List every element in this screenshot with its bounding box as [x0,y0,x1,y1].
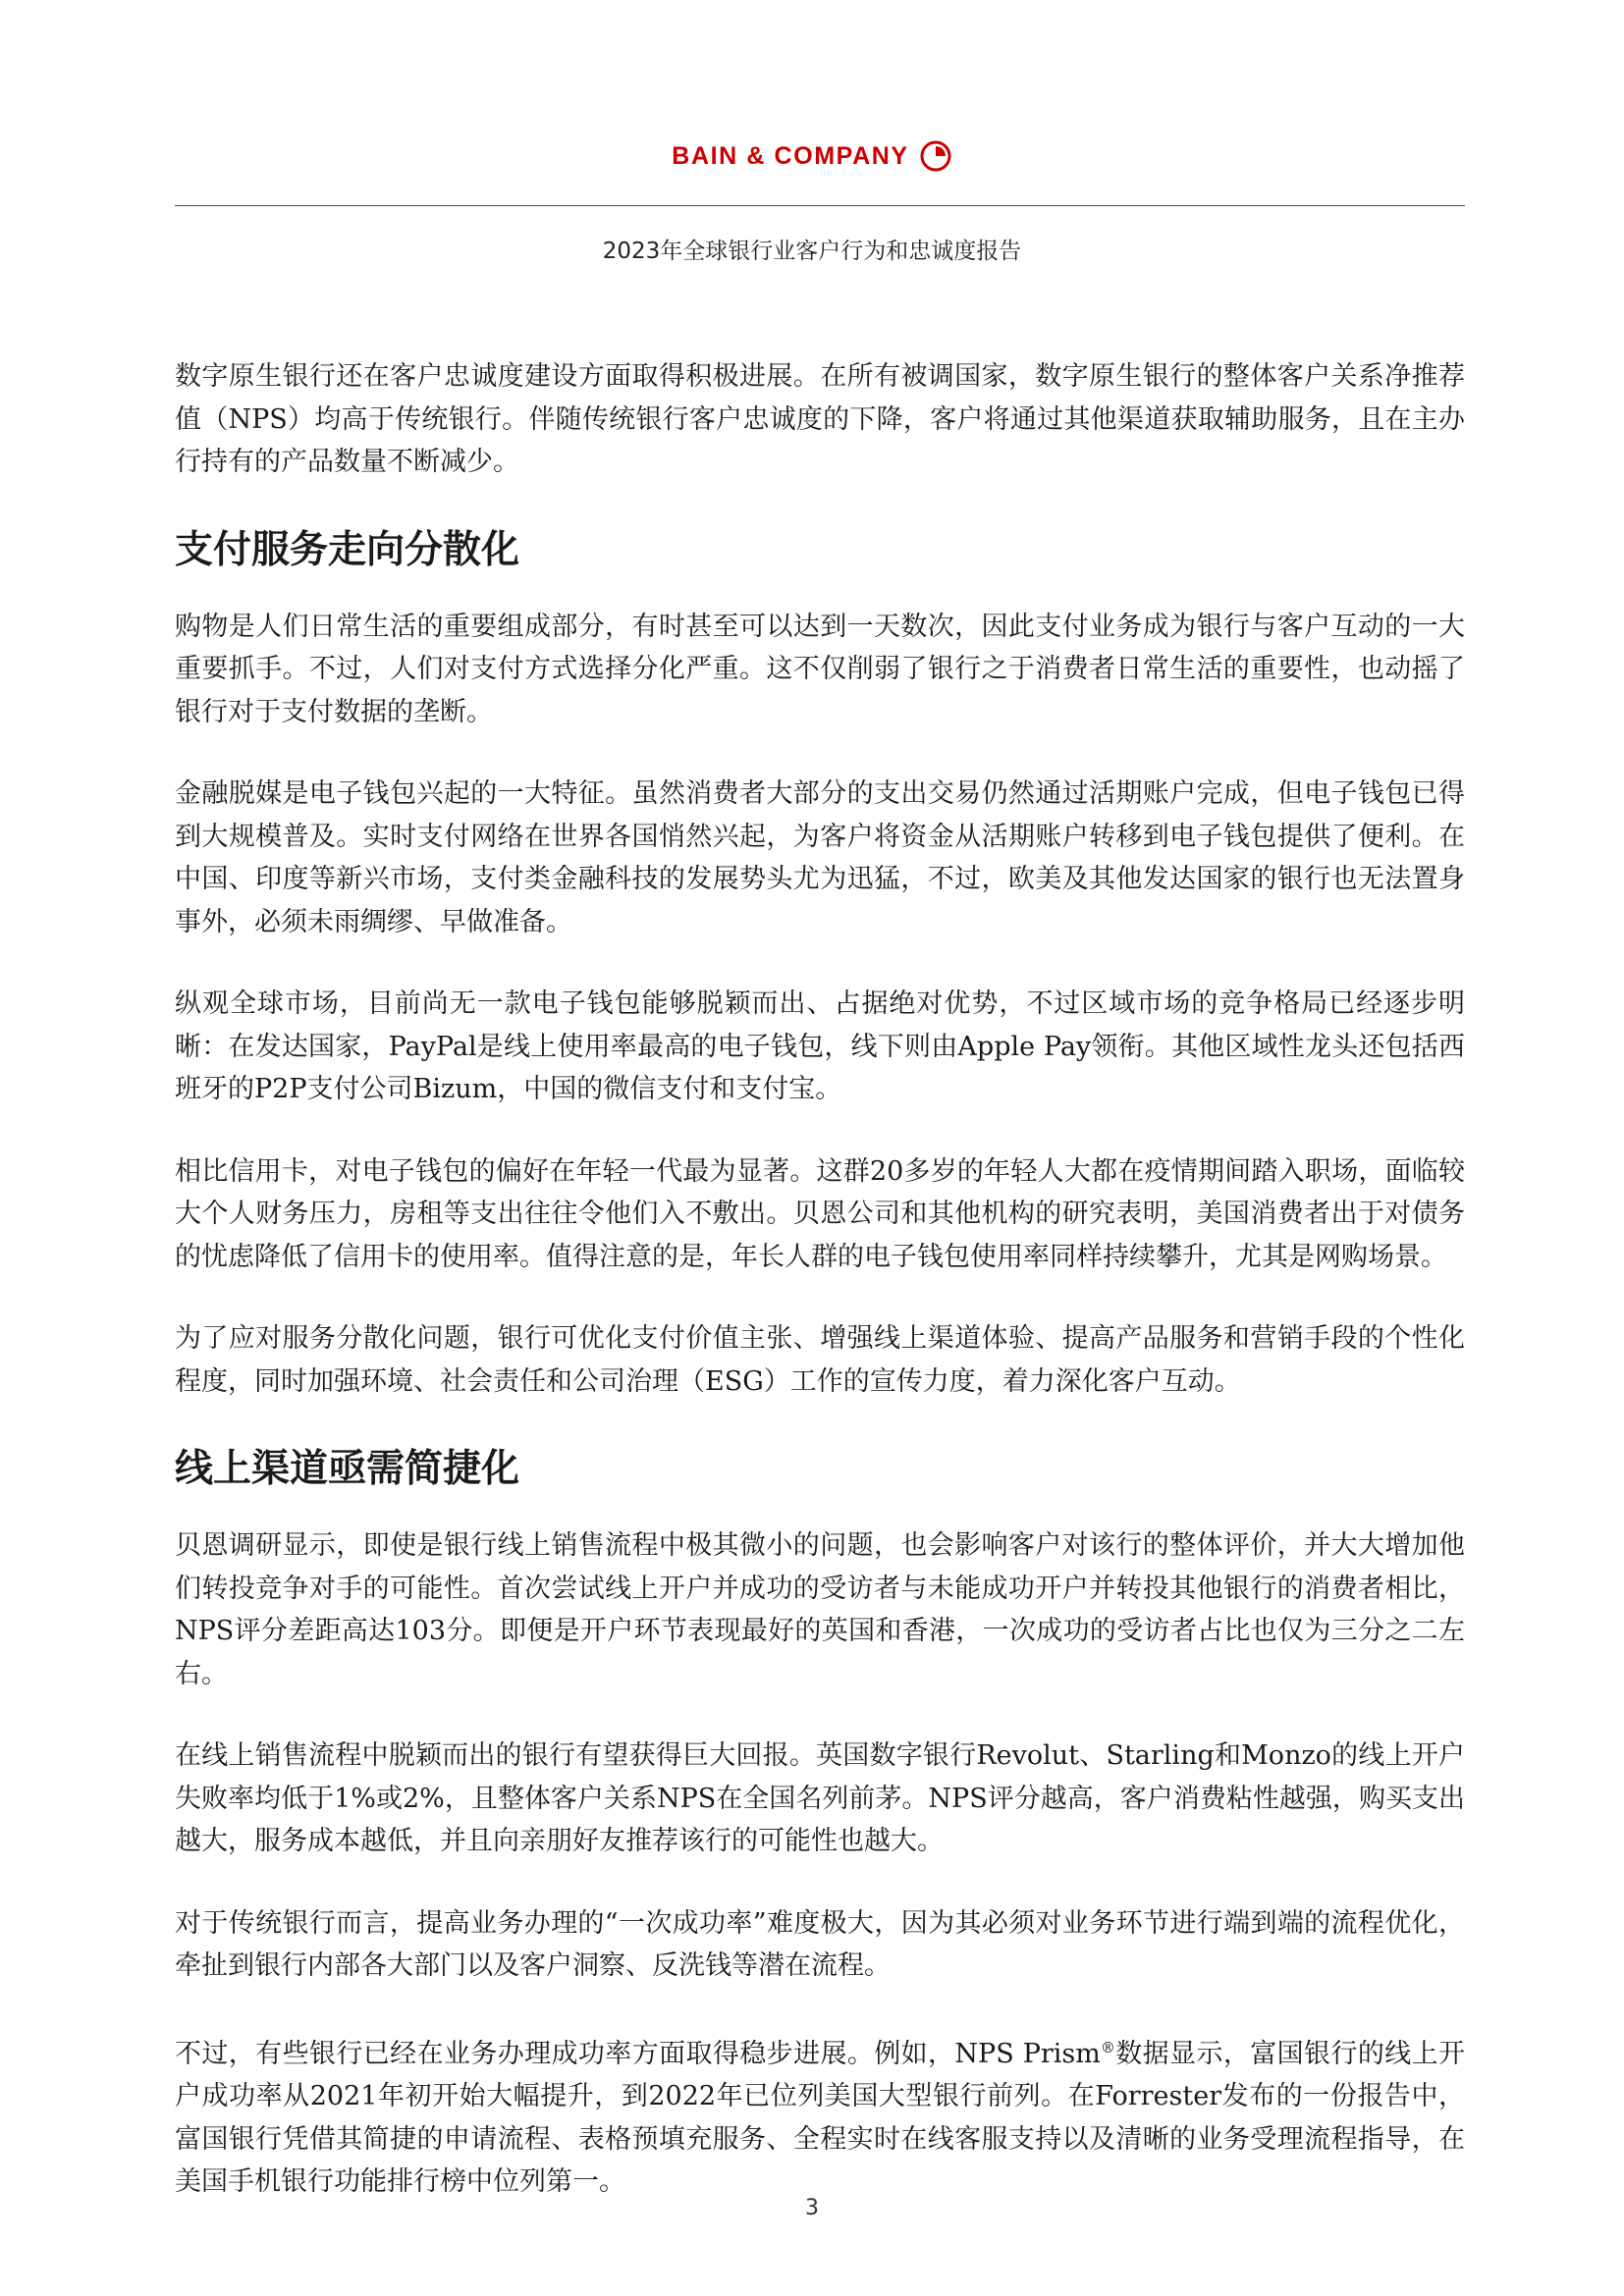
body-paragraph: 相比信用卡，对电子钱包的偏好在年轻一代最为显著。这群20多岁的年轻人大都在疫情期间踏入职场，面临较大个人财务压力，房租等支出往往令他们入不敷出。贝恩公司和其他机构的研究表明，美国消费者出于对债务的忧虑降低了信用卡的使用率。值得注意的是，年长人群的电子钱包使用率同样持续攀升，尤其是网购场景。 [175,1155,1465,1272]
bain-logo-icon [919,139,952,173]
page-number: 3 [805,2196,819,2220]
brand-name: BAIN & COMPANY [672,141,909,170]
main-content [175,355,1465,2243]
body-paragraph: 购物是人们日常生活的重要组成部分，有时甚至可以达到一天数次，因此支付业务成为银行与客户互动的一大重要抓手。不过，人们对支付方式选择分化严重。这不仅削弱了银行之于消费者日常生活的重要性，也动摇了银行对于支付数据的垄断。 [175,611,1465,727]
text-run: 数据显示，富国银行的线上开户成功率从2021年初开始大幅提升，到2022年已位列美国大型银行前列。在Forrester发布的一份报告中，富国银行凭借其简捷的申请流程、表格预填充服务、全程实时在线客服支持以及清晰的业务受理流程指导，在美国手机银行功能排行榜中位列第一。 [175,2038,1465,2197]
text-run: 不过，有些银行已经在业务办理成功率方面取得稳步进展。例如，NPS Prism [175,2038,1101,2069]
body-paragraph: 贝恩调研显示，即使是银行线上销售流程中极其微小的问题，也会影响客户对该行的整体评价，并大大增加他们转投竞争对手的可能性。首次尝试线上开户并成功的受访者与未能成功开户并转投其他银行的消费者相比，NPS评分差距高达103分。即便是开户环节表现最好的英国和香港，一次成功的受访者占比也仅为三分之二左右。 [175,1530,1465,1689]
body-paragraph: 在线上销售流程中脱颖而出的银行有望获得巨大回报。英国数字银行Revolut、Starling和Monzo的线上开户失败率均低于1%或2%，且整体客户关系NPS在全国名列前茅。NPS评分越高，客户消费粘性越强，购买支出越大，服务成本越低，并且向亲朋好友推荐该行的可能性也越大。 [175,1740,1465,1856]
body-paragraph: 为了应对服务分散化问题，银行可优化支付价值主张、增强线上渠道体验、提高产品服务和营销手段的个性化程度，同时加强环境、社会责任和公司治理（ESG）工作的宣传力度，着力深化客户互动。 [175,1323,1465,1397]
body-paragraph: 对于传统银行而言，提高业务办理的“一次成功率”难度极大，因为其必须对业务环节进行端到端的流程优化，牵扯到银行内部各大部门以及客户洞察、反洗钱等潜在流程。 [175,1907,1465,1981]
body-paragraph-last [175,2027,1465,2204]
intro-paragraph: 数字原生银行还在客户忠诚度建设方面取得积极进展。在所有被调国家，数字原生银行的整体客户关系净推荐值（NPS）均高于传统银行。伴随传统银行客户忠诚度的下降，客户将通过其他渠道获取辅助服务，且在主办行持有的产品数量不断减少。 [175,361,1465,477]
body-paragraph: 纵观全球市场，目前尚无一款电子钱包能够脱颖而出、占据绝对优势，不过区域市场的竞争格局已经逐步明晰：在发达国家，PayPal是线上使用率最高的电子钱包，线下则由Apple Pay领衔。其他区域性龙头还包括西班牙的P2P支付公司Bizum，中国的微信支付和支付宝。 [175,988,1465,1104]
brand-header [0,139,1624,173]
registered-mark: ® [1100,2038,1115,2056]
section-heading-payments: 支付服务走向分散化 [175,527,520,572]
report-title: 2023年全球银行业客户行为和忠诚度报告 [602,239,1022,264]
header-divider [175,205,1465,206]
section-heading-online-channels: 线上渠道亟需简捷化 [175,1447,520,1491]
body-paragraph: 金融脱媒是电子钱包兴起的一大特征。虽然消费者大部分的支出交易仍然通过活期账户完成，但电子钱包已得到大规模普及。实时支付网络在世界各国悄然兴起，为客户将资金从活期账户转移到电子钱包提供了便利。在中国、印度等新兴市场，支付类金融科技的发展势头尤为迅猛，不过，欧美及其他发达国家的银行也无法置身事外，必须未雨绸缪、早做准备。 [175,778,1465,937]
